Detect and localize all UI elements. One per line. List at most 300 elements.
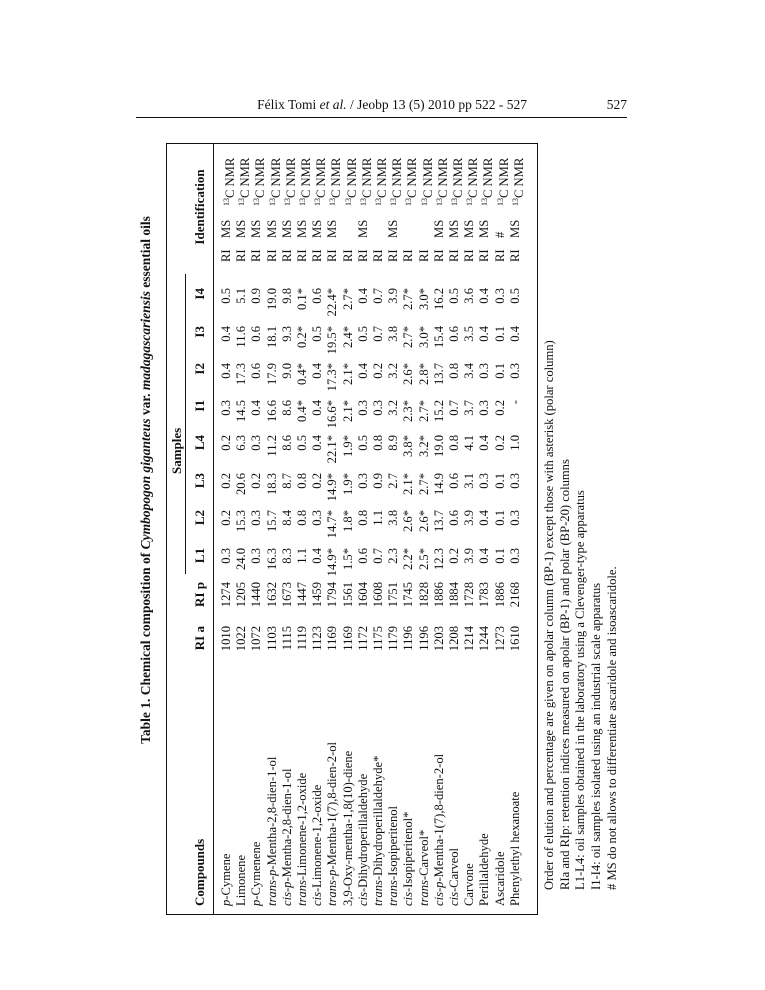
sample-value: 0.4 [477,326,492,342]
ident-ri: RI [477,249,492,262]
sample-value: 1.9* [340,435,355,458]
sample-value: 0.4 [477,435,492,451]
sample-value: 16.6* [325,400,340,429]
ri-polar-value: 2168 [507,582,522,608]
table-row [462,144,481,914]
table-row [279,144,298,914]
ri-polar-value: 1886 [492,582,507,608]
sample-value: 1.1 [371,510,385,526]
ident-ms: MS [355,219,370,238]
sample-value: 0.3 [492,288,507,304]
sample-value: 12.3 [431,548,446,571]
sample-value: 3.2* [416,435,431,458]
sample-value: 8.7 [279,473,294,489]
sample-value: 2.7 [386,473,401,489]
ri-apolar-value: 1175 [371,626,385,651]
footnote-5: # MS do not allows to differentiate ascaridole and isoascaridole. [604,566,619,890]
sample-value: 2.7* [416,473,431,496]
sample-value: 0.3 [310,510,325,526]
ident-nmr: $^{13}$C NMR [237,157,253,206]
ident-nmr: $^{13}$C NMR [343,157,359,206]
ident-ri: RI [401,249,416,262]
sample-value: 0.1 [492,363,507,379]
sample-value: 0.4 [477,288,492,304]
sample-value: 0.4 [310,400,325,416]
table-row [477,144,496,914]
ri-polar-value: 1828 [416,582,431,608]
ident-ms: # [492,231,507,238]
sample-value: 2.8* [416,363,431,386]
sample-value: 0.7 [371,548,385,564]
sample-value: 14.5 [234,400,249,423]
col-header-compounds: Compounds [192,838,207,906]
col-header-l3: L3 [192,473,207,489]
table-row [264,144,283,914]
sample-value: 0.9 [249,288,264,304]
sample-value: 0.6 [447,326,461,342]
table-row [355,144,374,914]
ri-apolar-value: 1010 [219,626,233,652]
sample-value: 17.9 [264,363,279,386]
sample-value: 3.8 [386,510,401,526]
sample-value: 15.3 [234,510,249,533]
ident-ri: RI [386,249,401,262]
sample-value: 0.2 [219,473,233,489]
ri-apolar-value: 1169 [325,626,340,651]
sample-value: 1.9* [340,473,355,496]
ident-ms: MS [234,219,249,238]
sample-value: 0.4 [310,363,325,379]
sample-value: 3.8* [401,435,416,458]
sample-value: 0.1 [492,510,507,526]
ri-apolar-value: 1022 [234,626,249,652]
table-row [219,144,238,914]
ri-polar-value: 1673 [279,582,294,608]
sample-value: 18.1 [264,326,279,349]
table-row [386,144,405,914]
sample-value: 0.5 [219,288,233,304]
ident-ms: MS [310,219,325,238]
sample-value: 2.7* [401,326,416,349]
sample-value: 0.4 [477,510,492,526]
sample-value: 2.4* [340,326,355,349]
sample-value: 9.0 [279,363,294,379]
ident-ri: RI [279,249,294,262]
ident-ri: RI [340,249,355,262]
sample-value: 6.3 [234,435,249,451]
compound-name: trans-Limonene-1,2-oxide [295,772,309,906]
sample-value: 0.7 [371,326,385,342]
ident-nmr: $^{13}$C NMR [222,157,238,206]
sample-value: 16.3 [264,548,279,571]
sample-value: 0.3 [507,548,522,564]
table-caption: Table 1. Chemical composition of Cymbopogon giganteus var. madagascariensis essential oils [138,216,153,744]
ident-ms: MS [279,219,294,238]
ri-apolar-value: 1169 [340,626,355,651]
ident-ri: RI [492,249,507,262]
ri-apolar-value: 1610 [507,626,522,652]
ident-nmr: $^{13}$C NMR [434,157,450,206]
ri-polar-value: 1728 [462,582,477,608]
sample-value: 3.8 [386,326,401,342]
ident-ms: MS [431,219,446,238]
ident-ms: MS [325,219,340,238]
ident-ri: RI [431,249,446,262]
sample-value: 0.4 [310,435,325,451]
sample-value: 0.2 [219,435,233,451]
table-row [431,144,450,914]
sample-value: 0.4 [477,548,492,564]
ident-ms: MS [219,219,233,238]
col-header-l2: L2 [192,510,207,526]
ri-polar-value: 1440 [249,582,264,608]
sample-value: 2.6* [401,363,416,386]
sample-value: 0.5 [355,435,370,451]
ident-ri: RI [416,249,431,262]
ri-apolar-value: 1172 [355,626,370,651]
ri-polar-value: 1274 [219,582,233,608]
ri-polar-value: 1205 [234,582,249,608]
table-row [325,144,344,914]
sample-value: 14.9 [431,473,446,496]
sample-value: 2.7* [340,288,355,311]
ident-ms: MS [386,219,401,238]
table-row [507,144,526,914]
col-header-l1: L1 [192,548,207,564]
ri-apolar-value: 1103 [264,626,279,651]
col-header-samples: Samples [169,427,184,474]
sample-value: 22.4* [325,288,340,317]
compound-name: p-Cymenene [249,841,264,906]
sample-value: 3.0* [416,288,431,311]
compound-name: cis-p-Mentha-1(7),8-dien-2-ol [431,753,446,906]
sample-value: 14.7* [325,510,340,539]
ri-polar-value: 1632 [264,582,279,608]
sample-value: 0.4* [295,400,309,423]
ident-nmr: $^{13}$C NMR [404,157,420,206]
sample-value: 0.2* [295,326,309,349]
col-header-l4: L4 [192,435,207,451]
sample-value: 0.8 [447,363,461,379]
sample-value: 0.6 [355,548,370,564]
ri-polar-value: 1459 [310,582,325,608]
ident-ri: RI [219,249,233,262]
sample-value: 1.8* [340,510,355,533]
sample-value: 15.2 [431,400,446,423]
sample-value: 0.4 [249,400,264,416]
ri-apolar-value: 1123 [310,626,325,651]
samples-rule [185,274,186,574]
table-row [295,144,314,914]
sample-value: 3.9 [462,510,477,526]
sample-value: 0.1 [492,473,507,489]
sample-value: 3.0* [416,326,431,349]
sample-value: 16.2 [431,288,446,311]
ident-ri: RI [234,249,249,262]
sample-value: 0.8 [371,435,385,451]
ri-apolar-value: 1203 [431,626,446,652]
footnote-2: RIa and RIp: retention indices measured on apolar (BP-1) and polar (BP-20) columns [557,459,572,890]
compound-name: cis-Limonene-1,2-oxide [310,784,325,906]
ident-ri: RI [249,249,264,262]
compound-name: Carvone [462,863,477,906]
sample-value: 18.3 [264,473,279,496]
sample-value: 2.7* [416,400,431,423]
ri-apolar-value: 1196 [416,626,431,651]
ident-ri: RI [310,249,325,262]
sample-value: 0.6 [310,288,325,304]
sample-value: 0.9 [371,473,385,489]
ri-apolar-value: 1214 [462,626,477,652]
sample-value: 2.2* [401,548,416,571]
ri-apolar-value: 1273 [492,626,507,652]
sample-value: 0.3 [477,473,492,489]
sample-value: 0.4* [295,363,309,386]
sample-value: 0.3 [219,400,233,416]
col-header-i3: I3 [192,326,207,338]
compound-name: Perillaldehyde [477,833,492,906]
sample-value: 9.8 [279,288,294,304]
sample-value: 0.3 [249,510,264,526]
header-rule-table [213,144,214,914]
compound-name: trans-Carveol* [416,829,431,906]
sample-value: 1.1 [295,548,309,564]
sample-value: 5.1 [234,288,249,304]
sample-value: 24.0 [234,548,249,571]
sample-value: 15.7 [264,510,279,533]
ri-polar-value: 1794 [325,582,340,608]
sample-value: 2.5* [416,548,431,571]
ident-ri: RI [325,249,340,262]
ri-apolar-value: 1196 [401,626,416,651]
sample-value: 0.8 [355,510,370,526]
sample-value: 2.6* [416,510,431,533]
compound-name: cis-Carveol [447,847,461,906]
sample-value: 16.6 [264,400,279,423]
ident-nmr: $^{13}$C NMR [374,157,390,206]
ri-apolar-value: 1072 [249,626,264,652]
ident-ms: MS [264,219,279,238]
compound-name: trans-p-Mentha-2,8-dien-1-ol [264,756,279,906]
sample-value: 14.9* [325,473,340,502]
sample-value: 3.2 [386,400,401,416]
sample-value: 2.7* [401,288,416,311]
sample-value: 0.6 [249,363,264,379]
sample-value: 0.8 [295,473,309,489]
sample-value: 0.6 [447,510,461,526]
ri-apolar-value: 1119 [295,626,309,651]
table-row [340,144,359,914]
sample-value: 3.7 [462,400,477,416]
sample-value: 0.3 [249,435,264,451]
footnotes [542,70,621,890]
ident-ms: MS [477,219,492,238]
sample-value: 0.4 [355,288,370,304]
ri-polar-value: 1886 [431,582,446,608]
sample-value: 8.4 [279,510,294,526]
sample-value: 0.5 [355,326,370,342]
sample-value: 0.1* [295,288,309,311]
sample-value: 0.2 [371,363,385,379]
ident-nmr: $^{13}$C NMR [510,157,526,206]
sample-value: 0.2 [219,510,233,526]
ri-apolar-value: 1244 [477,626,492,652]
sample-value: 0.5 [310,326,325,342]
sample-value: 13.7 [431,510,446,533]
ident-nmr: $^{13}$C NMR [313,157,329,206]
sample-value: 0.2 [447,548,461,564]
sample-value: - [507,400,522,405]
table-row [310,144,329,914]
sample-value: 19.5* [325,326,340,355]
ident-ms: MS [447,219,461,238]
table-row [401,144,420,914]
ident-nmr: $^{13}$C NMR [282,157,298,206]
compound-name: trans-Isopiperitenol [386,805,401,906]
ident-ms: MS [295,219,309,238]
ident-nmr: $^{13}$C NMR [298,157,314,206]
sample-value: 1.0 [507,435,522,451]
ri-polar-value: 1604 [355,582,370,608]
table-row [234,144,253,914]
sample-value: 0.8 [447,435,461,451]
sample-value: 4.1 [462,435,477,451]
sample-value: 8.3 [279,548,294,564]
ident-ri: RI [462,249,477,262]
sample-value: 0.4 [310,548,325,564]
sample-value: 3.2 [386,363,401,379]
sample-value: 2.1* [340,400,355,423]
sample-value: 17.3* [325,363,340,392]
col-header-ria: RI a [192,626,207,651]
ident-ri: RI [355,249,370,262]
ident-nmr: $^{13}$C NMR [267,157,283,206]
ident-nmr: $^{13}$C NMR [358,157,374,206]
sample-value: 3.6 [462,288,477,304]
ri-apolar-value: 1208 [447,626,461,652]
compound-name: Ascaridole [492,851,507,906]
ident-nmr: $^{13}$C NMR [328,157,344,206]
sample-value: 0.3 [477,363,492,379]
sample-value: 0.4 [507,326,522,342]
col-header-i2: I2 [192,363,207,375]
sample-value: 0.7 [371,288,385,304]
sample-value: 8.9 [386,435,401,451]
sample-value: 0.4 [355,363,370,379]
ri-polar-value: 1745 [401,582,416,608]
ident-ri: RI [447,249,461,262]
ri-polar-value: 1751 [386,582,401,608]
compound-name: trans-Dihydroperillaldehyde* [371,755,385,906]
table-row [447,144,466,914]
sample-value: 19.0 [264,288,279,311]
col-header-i1: I1 [192,400,207,412]
ident-ri: RI [371,249,385,262]
ident-ri: RI [507,249,522,262]
running-title: Félix Tomi et al. / Jeobp 13 (5) 2010 pp 522 - 527 [257,97,527,112]
ident-nmr: $^{13}$C NMR [480,157,496,206]
sample-value: 0.2 [492,435,507,451]
sample-value: 2.3* [401,400,416,423]
sample-value: 2.3 [386,548,401,564]
ident-nmr: $^{13}$C NMR [389,157,405,206]
ident-ri: RI [264,249,279,262]
sample-value: 17.3 [234,363,249,386]
sample-value: 0.6 [447,473,461,489]
sample-value: 1.5* [340,548,355,571]
sample-value: 0.3 [507,363,522,379]
sample-value: 0.2 [249,473,264,489]
sample-value: 0.2 [310,473,325,489]
sample-value: 0.4 [219,326,233,342]
ri-polar-value: 1608 [371,582,385,608]
sample-value: 14.9* [325,548,340,577]
ident-nmr: $^{13}$C NMR [450,157,466,206]
sample-value: 8.6 [279,400,294,416]
sample-value: 3.4 [462,363,477,379]
sample-value: 0.3 [249,548,264,564]
sample-value: 2.1* [340,363,355,386]
ri-polar-value: 1783 [477,582,492,608]
sample-value: 0.2 [492,400,507,416]
compound-name: cis-Isopiperitenol* [401,811,416,906]
sample-value: 0.1 [492,548,507,564]
compound-name: p-Cymene [219,853,233,906]
sample-value: 2.6* [401,510,416,533]
compound-name: Phenylethyl hexanoate [507,791,522,906]
table-row [416,144,435,914]
sample-value: 0.5 [447,288,461,304]
sample-value: 0.5 [507,288,522,304]
col-header-rip: RI p [192,582,207,607]
sample-value: 0.3 [507,510,522,526]
sample-value: 22.1* [325,435,340,464]
ident-ms: MS [507,219,522,238]
sample-value: 13.7 [431,363,446,386]
sample-value: 0.1 [492,326,507,342]
compound-name: cis-Dihydroperillaldehyde [355,773,370,906]
sample-value: 19.0 [431,435,446,458]
sample-value: 3.5 [462,326,477,342]
ident-ms: MS [462,219,477,238]
ident-nmr: $^{13}$C NMR [465,157,481,206]
footnote-1: Order of elution and percentage are given on apolar column (BP-1) except those with asterisk (polar column) [542,340,556,890]
ri-polar-value: 1561 [340,582,355,608]
sample-value: 0.3 [371,400,385,416]
sample-value: 0.3 [355,473,370,489]
sample-value: 3.1 [462,473,477,489]
sample-value: 3.9 [386,288,401,304]
footnote-4: I1-I4: oil samples isolated using an industrial scale apparatus [589,582,604,890]
table-frame [166,143,538,915]
col-header-identification: Identification [192,169,207,245]
sample-value: 0.3 [507,473,522,489]
compound-name: Limonene [234,854,249,906]
sample-value: 0.3 [477,400,492,416]
compound-name: trans-p-Mentha-1(7),8-dien-2-ol [325,741,340,906]
sample-value: 0.4 [219,363,233,379]
sample-value: 15.4 [431,326,446,349]
sample-value: 0.6 [249,326,264,342]
sample-value: 3.9 [462,548,477,564]
ri-polar-value: 1447 [295,582,309,608]
table-row [371,144,390,914]
sample-value: 9.3 [279,326,294,342]
ri-apolar-value: 1115 [279,626,294,651]
sample-value: 11.6 [234,326,249,348]
sample-value: 8.6 [279,435,294,451]
ident-nmr: $^{13}$C NMR [495,157,511,206]
